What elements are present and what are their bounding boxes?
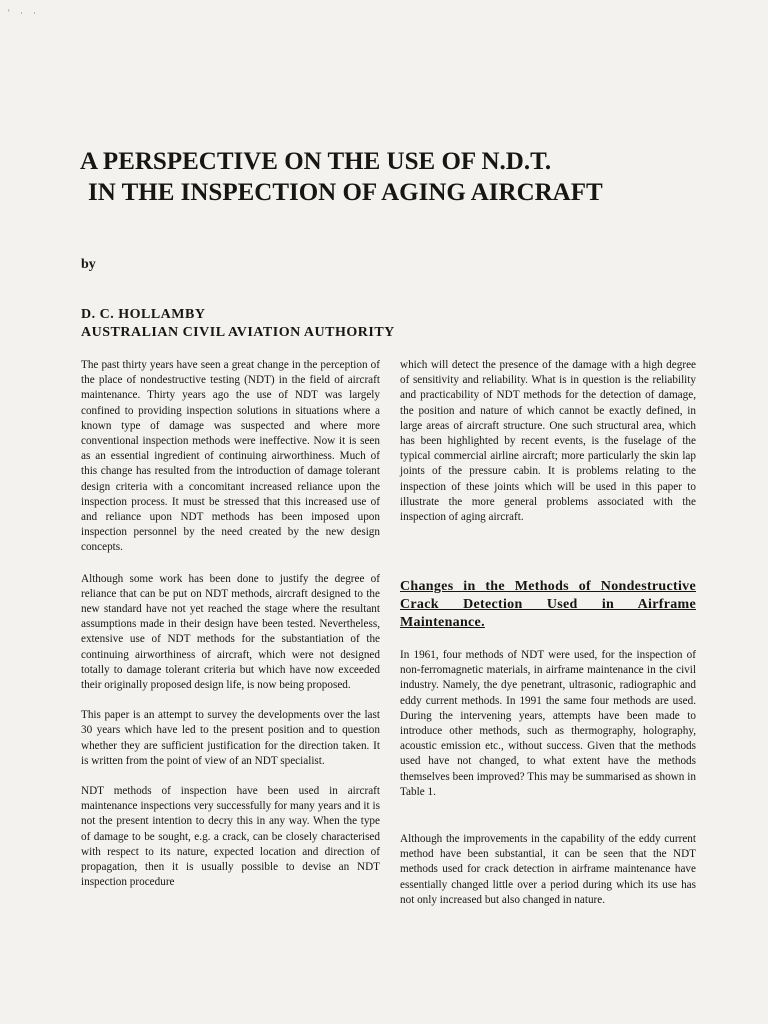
author-name: D. C. HOLLAMBY — [81, 307, 206, 322]
left-paragraph-2: Although some work has been done to justify the degree of reliance that can be put on NDT methods, aircraft designed to the new standard have not yet reached the stage where the resultant assumptions made in their design have been tested. Nevertheless, extensive use of NDT methods for the substantiation of the continuing airworthiness of aircraft, which were not designed totally to damage tolerant criteria but which have now exceeded their originally proposed design life, is now being proposed. — [81, 572, 380, 692]
scan-marks: ' · · — [8, 8, 41, 18]
left-paragraph-3: This paper is an attempt to survey the developments over the last 30 years which have led to the present position and to question whether they are sufficient justification for the direction taken. It is written from the point of view of an NDT specialist. — [81, 709, 380, 767]
left-paragraph-4: NDT methods of inspection have been used in aircraft maintenance inspections very successfully for many years and it is not the present intention to decry this in any way. When the type of damage to be sought, e.g. a crack, can be closely characterised with respect to its nature, expected location and direction of propagation, then it is usually possible to devise an NDT inspection procedure — [81, 785, 380, 889]
author-block — [81, 306, 395, 342]
right-paragraph-2: In 1961, four methods of NDT were used, for the inspection of non-ferromagnetic materials, in airframe maintenance in the civil industry. Namely, the dye penetrant, ultrasonic, radiographic and eddy current methods. In 1991 the same four methods are used. During the intervening years, attempts have been made to introduce other methods, such as thermography, holography, acoustic emission etc., without success. Given that the methods used have not changed, to what extent have the methods themselves been improved? This may be summarised as shown in Table 1. — [400, 649, 696, 798]
right-paragraph-1: which will detect the presence of the damage with a high degree of sensitivity and reliability. What is in question is the reliability and practicability of NDT methods for the detection of damage, the position and nature of which cannot be exactly defined, in large areas of aircraft structure. One such structural area, which has been highlighted by recent events, is the fuselage of the typical commercial airline aircraft; more particularly the skin lap joints of the pressure cabin. It is problems relating to the inspection of these joints which will be used in this paper to illustrate the more general problems associated with the inspection of aging aircraft. — [400, 359, 696, 524]
byline: by — [81, 257, 96, 272]
section-heading: Changes in the Methods of Nondestructive Crack Detection Used in Airframe Maintenance. — [400, 579, 696, 630]
title-line-2: IN THE INSPECTION OF AGING AIRCRAFT — [88, 179, 603, 206]
paper-title — [80, 146, 720, 208]
right-column-middle — [400, 648, 696, 800]
right-paragraph-3: Although the improvements in the capability of the eddy current method have been substantial, it can be seen that the NDT methods used for crack detection in airframe maintenance have essentially changed little over a period during which its use has not only increased but also changed in nature. — [400, 833, 696, 906]
author-affiliation: AUSTRALIAN CIVIL AVIATION AUTHORITY — [81, 325, 395, 340]
left-paragraph-1: The past thirty years have seen a great change in the perception of the place of nondestructive testing (NDT) in the field of aircraft maintenance. Thirty years ago the use of NDT was largely confined to providing inspection solutions in situations where a known type of damage was suspected and where more conventional inspection methods were ineffective. Now it is seen as an essential ingredient of continuing airworthiness. Much of this change has resulted from the introduction of damage tolerant design criteria with a concomitant increased reliance upon the inspection process. It must be stressed that this increased use of and reliance upon NDT methods has been imposed upon inspection personnel by the need created by the new design concepts. — [81, 359, 380, 554]
right-column-top — [400, 358, 696, 525]
left-column — [81, 358, 380, 891]
title-line-1: A PERSPECTIVE ON THE USE OF N.D.T. — [80, 148, 552, 175]
right-column-bottom — [400, 832, 696, 908]
